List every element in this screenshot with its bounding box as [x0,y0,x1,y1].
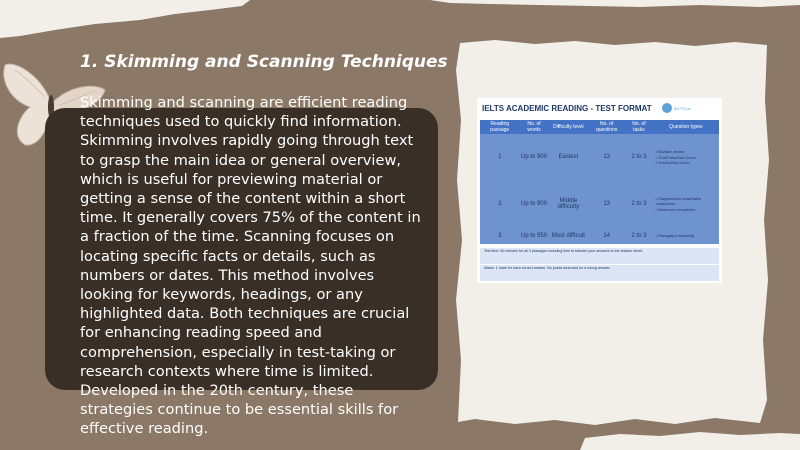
table-row [480,134,719,181]
cell-passage: 2 [498,200,502,207]
table-header: No. of tasks [625,120,652,134]
table-header: No. of words [520,120,549,134]
cell-questions: 13 [603,200,611,207]
type-item: • True/False/Not Given [655,154,696,160]
cell-tasks: 2 to 3 [631,200,647,207]
slide-body-text: Skimming and scanning are efficient reading techniques used to quickly find information. Skimming involves rapidly going through text to grasp the main idea or general overview, which is useful for previewing material or getting a sense of the content within a short time. It generally covers 75% of the content in a fraction of the time. Scanning focuses on locating specific facts or details, such as numbers or dates. This method involves looking for keywords, headings, or any highlighted data. Both techniques are crucial for enhancing reading speed and comprehension, especially in test-taking or research contexts where time is limited. Developed in the 20th century, these strategies continue to be essential skills for effective reading. [80,94,421,438]
type-item: • Diagram/flow chart/table completion [655,195,702,207]
cell-words: Up to 900 [521,200,548,207]
cell-tasks: 2 to 3 [631,232,647,239]
cell-questions: 14 [603,232,611,239]
marks-note: Marks: 1 mark for each correct answer. No points deducted for a wrong answer. [480,265,719,281]
logo-text: IELTS Liz [674,105,692,111]
type-item: • Yes/No/Not Given [655,160,690,166]
type-item: • Paragraph matching [655,232,695,238]
cell-difficulty: Most difficult [551,232,585,239]
logo [662,102,718,114]
logo-circle-icon [662,103,672,113]
ielts-test-format-image [477,98,722,283]
test-time-note: Test time: 60 minutes for all 3 passages including time to transfer your answers to the answer sheet. [480,248,719,264]
cell-words: Up to 900 [521,154,548,161]
cell-tasks: 2 to 3 [631,154,647,161]
cell-types [653,227,719,244]
table-header: No. of questions [588,120,625,134]
cell-difficulty: Easiest [558,154,579,161]
cell-passage: 3 [498,232,502,239]
torn-paper-bottom [0,390,800,450]
doc-title: IELTS ACADEMIC READING - TEST FORMAT [482,104,652,113]
slide-title: 1. Skimming and Scanning Techniques [80,52,448,72]
format-table [480,120,719,244]
cell-passage: 1 [498,154,502,161]
table-header: Difficulty level [549,120,589,134]
table-header: Question types [653,120,719,134]
cell-difficulty: Middle difficulty [557,197,580,210]
cell-questions: 13 [603,154,611,161]
table-header: Reading passage [480,120,520,134]
table-header-row [480,120,719,134]
table-row [480,181,719,228]
type-item: • Sentence completion [655,206,696,212]
cell-words: Up to 950 [521,232,548,239]
cell-types [653,181,719,228]
type-item: • Multiple choice [655,149,685,155]
table-row [480,227,719,244]
cell-types [653,134,719,181]
